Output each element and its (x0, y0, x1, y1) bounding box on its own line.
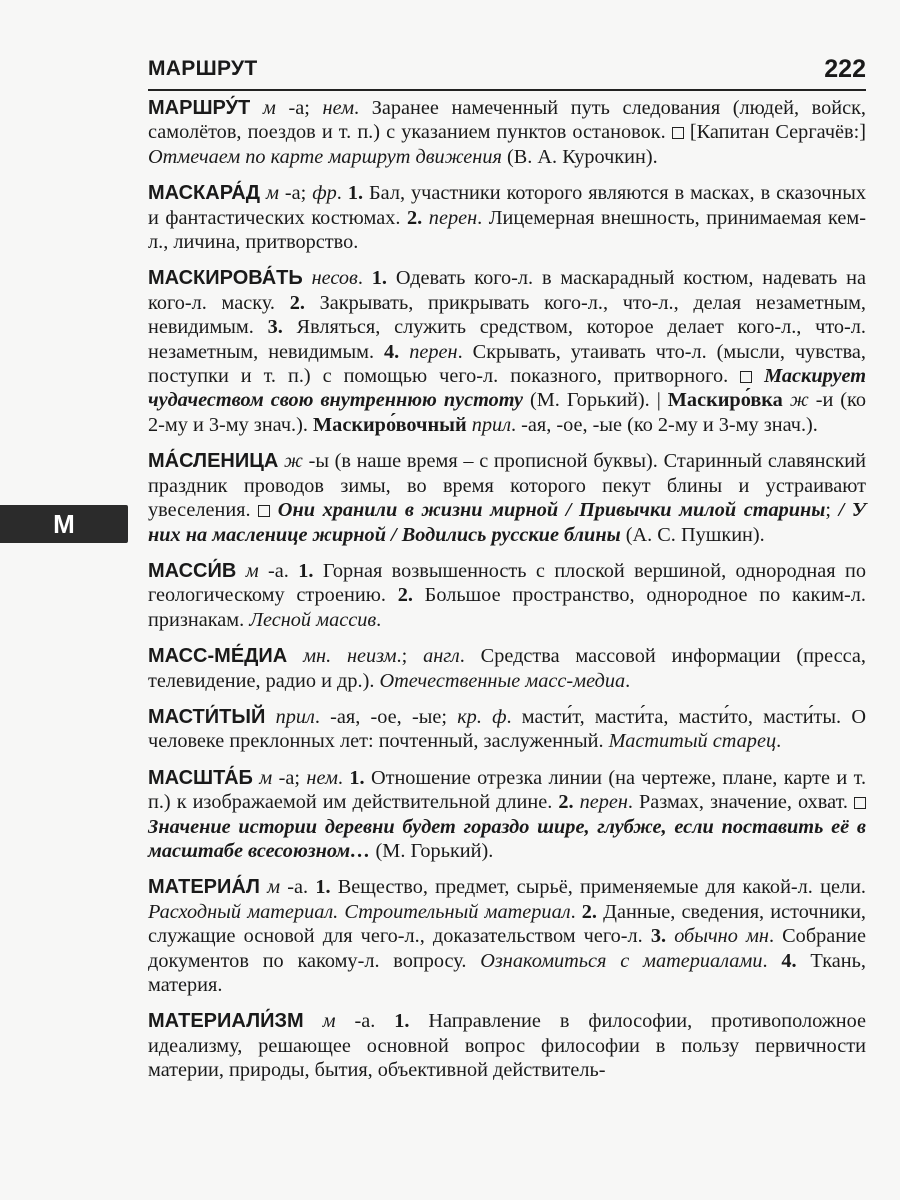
running-head: МАРШРУТ (148, 57, 258, 80)
sense-number: 1. (347, 182, 364, 205)
sense-number: 2. (581, 900, 597, 923)
quote: Они хранили в жизни мирной / Привычки милой старины (277, 499, 826, 522)
label-italic: прил (275, 705, 315, 728)
entry-text: -а; (278, 182, 313, 205)
entry-text: (М. Горький). | (523, 389, 668, 412)
entry-text: Бал, участники которого являются в масках, в сказочных и фантастических костюмах. (148, 182, 866, 229)
label-italic: перен (579, 791, 628, 814)
entry-text: . Размах, значение, охват. (627, 791, 854, 814)
entry-text: Вещество, предмет, сырьё, применяемые для какой-л. цели. (330, 876, 866, 899)
label-italic: м (262, 97, 276, 119)
quote-marker-icon (854, 797, 866, 809)
entry-text: . (337, 766, 350, 789)
entry-text: (А. С. Пушкин). (620, 523, 765, 546)
headword: МА́СЛЕНИЦА (148, 450, 279, 473)
sense-number: Маскиро́вка (667, 389, 783, 412)
entry-text: . Средства массовой информации (пресса, телевидение, радио и др.). (148, 645, 867, 692)
dictionary-entry (148, 559, 866, 632)
entry-text: -а. (280, 876, 316, 899)
entry-text: -и (ко 2-му и 3-му знач.). (148, 389, 867, 436)
label-italic: несов (311, 267, 358, 290)
entry-text (287, 645, 303, 667)
sense-number: 4. (781, 949, 797, 972)
entry-text: Отношение отрезка линии (на чертеже, плане, карте и т. п.) к изображаемой им действительной длине. (148, 766, 867, 814)
label-italic: Лесной массив (249, 608, 377, 631)
entry-text: -а; (275, 97, 323, 119)
quote: / У них на масленице жирной / Водились русские блины (148, 499, 866, 546)
entry-text: [Капитан Сергачёв:] (683, 121, 866, 144)
sense-number: 1. (298, 559, 314, 582)
dictionary-entry (148, 644, 866, 693)
entry-text (783, 389, 790, 411)
entry-text (752, 365, 764, 387)
headword: МАСКИРОВА́ТЬ (148, 267, 303, 290)
label-italic: обычно мн (674, 925, 769, 948)
headword: МАТЕРИА́Л (148, 876, 260, 899)
label-italic: перен (409, 340, 458, 363)
sense-number: 2. (558, 791, 574, 814)
dictionary-entries (148, 96, 866, 1095)
entry-text: . (376, 608, 382, 631)
sense-number: Маскиро́вочный (313, 413, 467, 436)
entry-text (304, 1010, 323, 1032)
entry-text: . (570, 900, 582, 923)
quote-marker-icon (740, 371, 752, 383)
entry-text: .; (396, 645, 424, 668)
dictionary-entry (148, 96, 866, 169)
entry-text: (М. Горький). (370, 839, 494, 862)
entry-text: . (336, 182, 348, 205)
label-italic: кр. ф (457, 705, 507, 728)
sense-number: 1. (315, 876, 331, 899)
page-header (148, 55, 866, 91)
entry-text: . (762, 949, 782, 972)
sense-number: 2. (289, 291, 305, 314)
headword: МАСШТА́Б (148, 766, 253, 789)
dictionary-entry (148, 1009, 866, 1082)
sense-number: 3. (267, 316, 283, 339)
label-italic: м (259, 766, 273, 789)
entry-text: -а. (335, 1010, 395, 1033)
entry-text: (В. А. Курочкин). (501, 145, 658, 168)
label-italic: м (265, 182, 279, 205)
label-italic: Ознакомиться с материалами (480, 949, 763, 972)
entry-text (399, 341, 409, 363)
entry-text (270, 499, 278, 521)
dictionary-entry (148, 181, 866, 254)
label-italic: Отечественные масс-медиа (379, 669, 626, 692)
entry-text: . -ая, -ое, -ые (ко 2-му и 3-му знач.). (511, 413, 818, 436)
entry-text (666, 925, 674, 947)
headword: МАТЕРИАЛИ́ЗМ (148, 1010, 304, 1033)
label-italic: м (322, 1010, 336, 1033)
label-italic: ж (789, 389, 809, 412)
entry-text (236, 560, 245, 582)
entry-text (303, 267, 312, 289)
sense-number: 1. (394, 1010, 410, 1033)
entry-text: . -ая, -ое, -ые; (314, 705, 458, 728)
entry-text: . Собрание документов по какому-л. вопросу. (148, 925, 866, 972)
entry-text: . Заранее намеченный путь следования (людей, войск, самолётов, поездов и т. п.) с указанием пунктов остановок. (148, 97, 866, 144)
dictionary-entry (148, 705, 866, 754)
sense-number: 1. (349, 766, 365, 789)
entry-text: Большое пространство, однородное по каким-л. признакам. (148, 584, 866, 631)
label-italic: фр (312, 182, 337, 205)
dictionary-entry (148, 266, 866, 437)
quote-marker-icon (258, 505, 270, 517)
label-italic: Отмечаем по карте маршрут движения (148, 145, 502, 168)
entry-text: . (357, 267, 372, 290)
label-italic: м (245, 559, 259, 582)
quote: Значение истории деревни будет гораздо шире, глубже, если поставить её в масштабе всесоюзном… (148, 815, 866, 862)
entry-text: ; (825, 499, 839, 522)
label-italic: мн. неизм (303, 645, 397, 668)
entry-text: . Лицемерная внешность, принимаемая кем-л., личина, притворство. (148, 206, 866, 254)
headword: МАСКАРА́Д (148, 182, 260, 205)
sense-number: 1. (371, 267, 387, 290)
thumb-index-tab: М (0, 505, 128, 543)
label-italic: ж (284, 450, 303, 473)
quote: Маскирует чудачеством свою внутреннюю пустоту (148, 365, 866, 412)
quote-marker-icon (672, 127, 684, 139)
entry-text: Горная возвышенность с плоской вершиной, однородная по геологическому строению. (148, 559, 866, 607)
dictionary-entry (148, 449, 866, 547)
entry-text: . Скрывать, утаивать что-л. (мысли, чувства, поступки и т. п.) с помощью чего-л. показного, притворного. (148, 340, 866, 388)
page-number: 222 (824, 55, 866, 83)
entry-text: Одевать кого-л. в маскарадный костюм, надевать на кого-л. маску. (148, 267, 867, 314)
label-italic: нем (322, 97, 355, 119)
label-italic: англ (423, 645, 460, 668)
sense-number: 2. (397, 584, 413, 607)
entry-text: -а. (258, 559, 299, 582)
sense-number: 2. (407, 206, 423, 229)
label-italic: перен (428, 206, 478, 229)
headword: МАССИ́В (148, 559, 237, 582)
entry-text: Закрывать, прикрывать кого-л., что-л., делая незаметным, невидимым. (148, 291, 866, 339)
headword: МАСТИ́ТЫЙ (148, 705, 266, 728)
entry-text: -а; (272, 766, 307, 789)
entry-text: . (625, 669, 631, 692)
entry-text: Являться, служить средством, которое делает кого-л., что-л. незаметным, невидимым. (148, 316, 866, 363)
headword: МАСС-МЕ́ДИА (148, 645, 288, 668)
entry-text: . (776, 730, 782, 753)
headword: МАРШРУ́Т (148, 97, 251, 119)
entry-text (265, 706, 275, 728)
sense-number: 4. (384, 340, 400, 363)
dictionary-entry (148, 766, 866, 864)
dictionary-entry (148, 875, 866, 997)
entry-text: Данные, сведения, источники, служащие основой для чего-л., доказательством чего-л. (148, 900, 866, 948)
label-italic: прил (471, 413, 512, 436)
label-italic: Расходный материал. Строительный материал (148, 900, 571, 923)
label-italic: нем (306, 766, 338, 789)
entry-text: Направление в философии, противоположное идеализму, решающее основной вопрос философии в пользу первичности материи, природы, бытия, объективной действитель- (148, 1010, 866, 1082)
entry-text (260, 876, 267, 898)
sense-number: 3. (650, 925, 667, 948)
label-italic: м (267, 876, 281, 899)
label-italic: Маститый старец (608, 730, 777, 753)
entry-text: Ткань, материя. (148, 949, 866, 996)
entry-text (250, 97, 263, 119)
entry-text: -ы (в наше время – с прописной буквы). Старинный славянский праздник проводов зимы, во время которого пекут блины и устраивают увеселения. (148, 450, 866, 522)
entry-text: . масти́т, масти́та, масти́то, масти́ты. О человеке преклонных лет: почтенный, заслуженный. (148, 705, 866, 753)
